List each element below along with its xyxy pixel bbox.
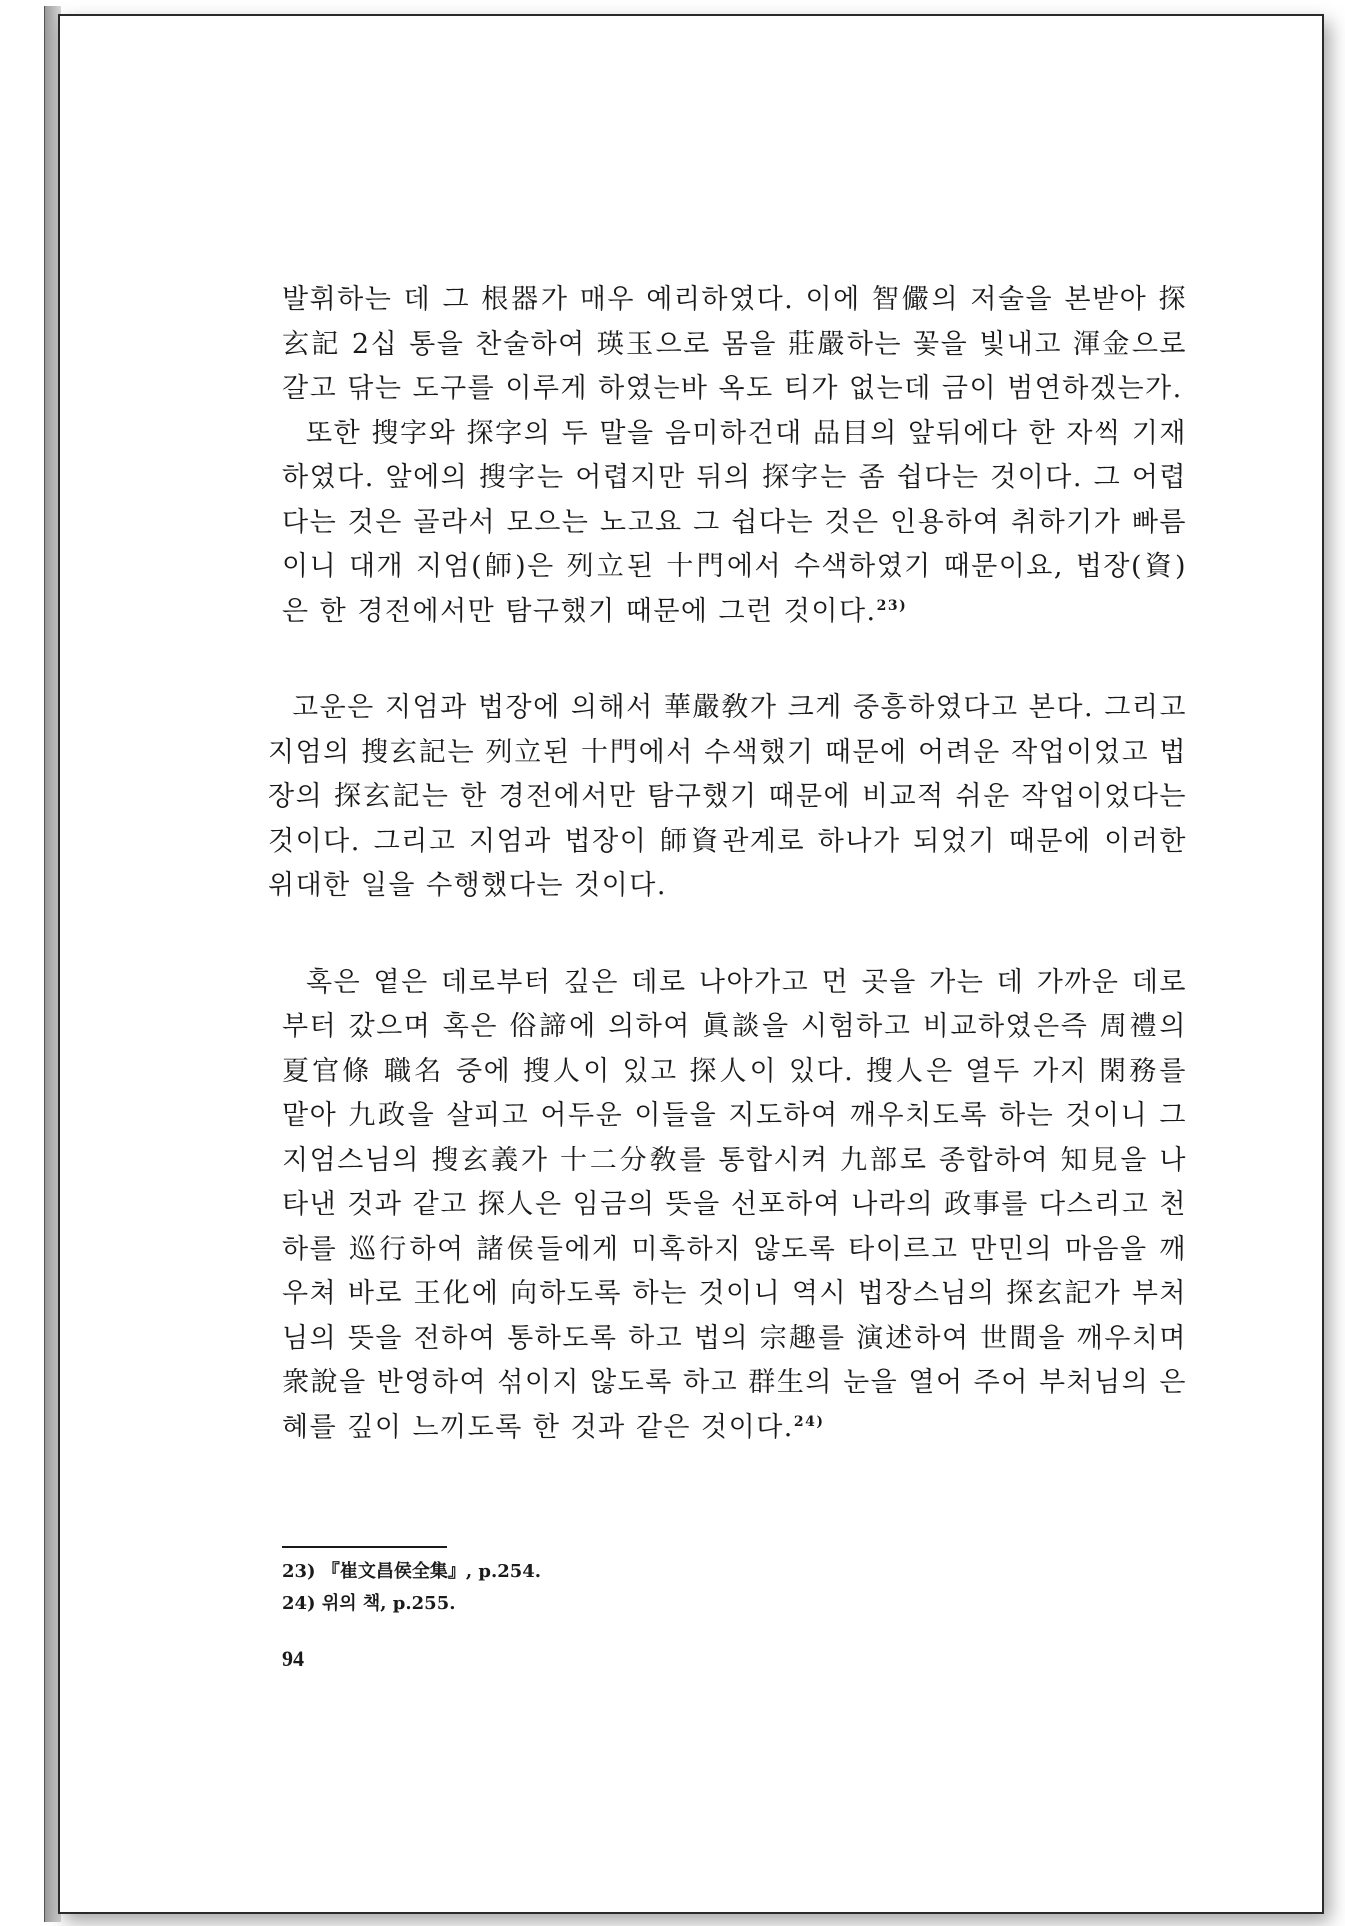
quote2-paragraph-1	[282, 961, 1187, 1451]
footnote-23: 23) 『崔文昌侯全集』, p.254.	[282, 1561, 542, 1582]
footnote-divider	[282, 1546, 447, 1548]
footnotes	[282, 1556, 541, 1620]
page-number: 94	[282, 1646, 304, 1671]
commentary-paragraph-text: 고운은 지엄과 법장에 의해서 華嚴敎가 크게 중흥하였다고 본다. 그리고 지엄의 搜玄記는 列立된 十門에서 수색했기 때문에 어려운 작업이었고 법장의 探玄記는 한 경전에서만 탐구했기 때문에 비교적 쉬운 작업이었다는 것이다. 그리고 지엄과 법장이 師資관계로 하나가 되었기 때문에 이러한 위대한 일을 수행했다는 것이다.	[268, 692, 1187, 901]
commentary-block	[268, 686, 1187, 909]
quotation-block-2	[282, 961, 1187, 1451]
page-body	[268, 278, 1187, 1450]
footnote-24: 24) 위의 책, p.255.	[282, 1593, 456, 1614]
footnote-ref-24: 24)	[793, 1413, 825, 1430]
quote1-paragraph-2	[282, 412, 1187, 635]
quote1-paragraph-1	[282, 278, 1187, 412]
quote1-paragraph-2-text: 또한 搜字와 探字의 두 말을 음미하건대 品目의 앞뒤에다 한 자씩 기재하였다. 앞에의 搜字는 어렵지만 뒤의 探字는 좀 쉽다는 것이다. 그 어렵다는 것은 골라서 모으는 노고요 그 쉽다는 것은 인용하여 취하기가 빠름이니 대개 지엄(師)은 列立된 十門에서 수색하였기 때문이요, 법장(資)은 한 경전에서만 탐구했기 때문에 그런 것이다.	[282, 417, 1187, 627]
commentary-paragraph	[268, 686, 1187, 909]
quote1-paragraph-1-text: 발휘하는 데 그 根器가 매우 예리하였다. 이에 智儼의 저술을 본받아 探玄記 2십 통을 찬술하여 瑛玉으로 몸을 莊嚴하는 꽃을 빛내고 渾金으로 갈고 닦는 도구를 이루게 하였는바 옥도 티가 없는데 금이 범연하겠는가.	[282, 284, 1187, 404]
quotation-block-1	[282, 278, 1187, 634]
footnote-ref-23: 23)	[876, 597, 908, 614]
quote2-paragraph-1-text: 혹은 옅은 데로부터 깊은 데로 나아가고 먼 곳을 가는 데 가까운 데로부터 갔으며 혹은 俗諦에 의하여 眞談을 시험하고 비교하였은즉 周禮의 夏官條 職名 중에 搜人이 있고 探人이 있다. 搜人은 열두 가지 閑務를 맡아 九政을 살피고 어두운 이들을 지도하여 깨우치도록 하는 것이니 그 지엄스님의 搜玄義가 十二分敎를 통합시켜 九部로 종합하여 知見을 나타낸 것과 같고 探人은 임금의 뜻을 선포하여 나라의 政事를 다스리고 천하를 巡行하여 諸侯들에게 미혹하지 않도록 타이르고 만민의 마음을 깨우쳐 바로 王化에 向하도록 하는 것이니 역시 법장스님의 探玄記가 부처님의 뜻을 전하여 통하도록 하고 법의 宗趣를 演述하여 世間을 깨우치며 衆說을 반영하여 섞이지 않도록 하고 群生의 눈을 열어 주어 부처님의 은혜를 깊이 느끼도록 한 것과 같은 것이다.	[282, 966, 1187, 1443]
